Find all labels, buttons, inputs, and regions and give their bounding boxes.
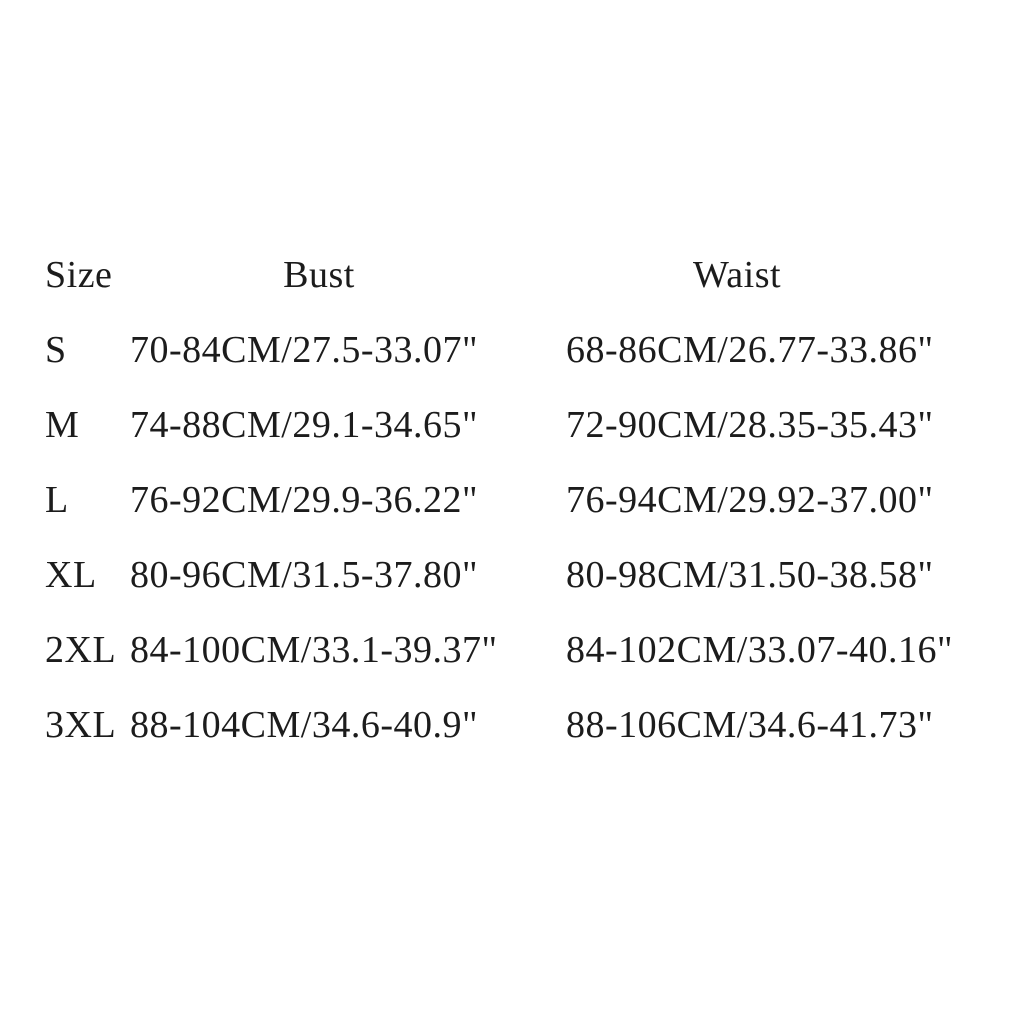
waist-value: 84-102CM/33.07-40.16" [566,628,954,671]
table-row [45,612,985,687]
bust-value: 88-104CM/34.6-40.9" [130,703,479,746]
header-waist: Waist [692,253,782,296]
size-label: L [45,478,69,521]
bust-value: 74-88CM/29.1-34.65" [130,403,479,446]
header-bust: Bust [283,253,355,296]
waist-value: 76-94CM/29.92-37.00" [566,478,934,521]
waist-value: 68-86CM/26.77-33.86" [566,328,934,371]
size-label: 2XL [45,628,117,671]
size-label: M [45,403,80,446]
table-row [45,387,985,462]
bust-value: 70-84CM/27.5-33.07" [130,328,479,371]
table-row [45,537,985,612]
waist-value: 88-106CM/34.6-41.73" [566,703,934,746]
table-row [45,312,985,387]
size-label: 3XL [45,703,117,746]
size-label: XL [45,553,97,596]
table-header-row [45,237,985,312]
size-chart-table [45,237,985,762]
bust-value: 80-96CM/31.5-37.80" [130,553,479,596]
bust-value: 76-92CM/29.9-36.22" [130,478,479,521]
header-size: Size [45,253,113,296]
waist-value: 80-98CM/31.50-38.58" [566,553,934,596]
waist-value: 72-90CM/28.35-35.43" [566,403,934,446]
table-row [45,462,985,537]
size-label: S [45,328,67,371]
table-row [45,687,985,762]
bust-value: 84-100CM/33.1-39.37" [130,628,498,671]
